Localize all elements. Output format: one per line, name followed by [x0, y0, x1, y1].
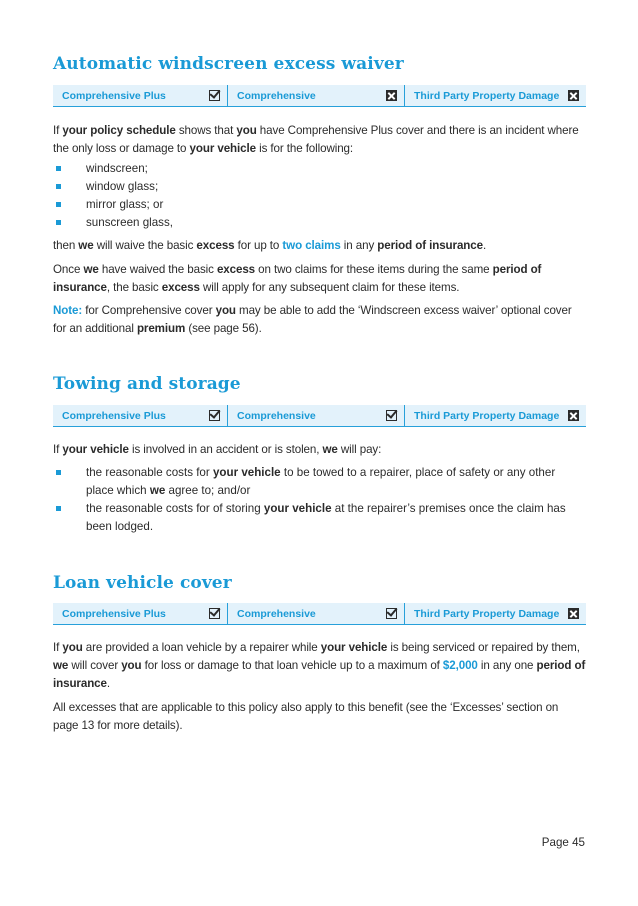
cover-cell-comprehensive-plus	[53, 85, 228, 106]
checkbox-crossed-icon	[568, 410, 579, 421]
note-paragraph: Note: for Comprehensive cover you may be able to add the ‘Windscreen excess waiver’ optional cover for an additional premium (see page 56).	[53, 304, 572, 335]
checkbox-ticked-icon	[209, 410, 220, 421]
cover-cell-third-party	[405, 603, 586, 624]
list-item: the reasonable costs for of storing your vehicle at the repairer’s premises once the claim has been lodged.	[53, 500, 586, 536]
cover-bar-loan	[53, 603, 586, 625]
cover-label: Third Party Property Damage	[414, 89, 560, 102]
paragraph: If you are provided a loan vehicle by a repairer while your vehicle is being serviced or repaired by them, we will cover you for loss or damage to that loan vehicle up to a maximum of $2,000 in any one period of insurance.	[53, 641, 586, 690]
checkbox-ticked-icon	[209, 608, 220, 619]
checkbox-crossed-icon	[568, 608, 579, 619]
section-title-loan: Loan vehicle cover	[53, 573, 232, 593]
section-title-towing: Towing and storage	[53, 374, 241, 394]
cover-label: Third Party Property Damage	[414, 409, 560, 422]
list-item: window glass;	[53, 178, 586, 196]
bullet-list	[53, 160, 586, 232]
paragraph: If your vehicle is involved in an accident or is stolen, we will pay:	[53, 443, 382, 456]
checkbox-ticked-icon	[386, 410, 397, 421]
cover-bar-windscreen	[53, 85, 586, 107]
cover-label: Comprehensive Plus	[62, 409, 166, 422]
paragraph: then we will waive the basic excess for up to two claims in any period of insurance.	[53, 239, 487, 252]
cover-cell-comprehensive-plus	[53, 603, 228, 624]
cover-cell-third-party	[405, 85, 586, 106]
cover-label: Comprehensive Plus	[62, 607, 166, 620]
list-item: windscreen;	[53, 160, 586, 178]
checkbox-crossed-icon	[568, 90, 579, 101]
list-item: sunscreen glass,	[53, 214, 586, 232]
cover-cell-comprehensive	[228, 85, 405, 106]
paragraph: If your policy schedule shows that you have Comprehensive Plus cover and there is an incident where the only loss or damage to your vehicle is for the following:	[53, 124, 579, 155]
cover-label: Comprehensive	[237, 409, 316, 422]
cover-label: Third Party Property Damage	[414, 607, 560, 620]
cover-label: Comprehensive Plus	[62, 89, 166, 102]
cover-cell-third-party	[405, 405, 586, 426]
cover-label: Comprehensive	[237, 89, 316, 102]
cover-cell-comprehensive	[228, 405, 405, 426]
section-title-windscreen: Automatic windscreen excess waiver	[53, 54, 404, 74]
list-item: mirror glass; or	[53, 196, 586, 214]
checkbox-ticked-icon	[209, 90, 220, 101]
page-number: Page 45	[541, 836, 585, 849]
cover-bar-towing	[53, 405, 586, 427]
cover-label: Comprehensive	[237, 607, 316, 620]
checkbox-ticked-icon	[386, 608, 397, 619]
cover-cell-comprehensive	[228, 603, 405, 624]
cover-cell-comprehensive-plus	[53, 405, 228, 426]
paragraph: All excesses that are applicable to this policy also apply to this benefit (see the ‘Excesses’ section on page 13 for more details).	[53, 701, 559, 732]
list-item: the reasonable costs for your vehicle to be towed to a repairer, place of safety or any other place which we agree to; and/or	[53, 464, 586, 500]
bullet-list	[53, 464, 586, 536]
checkbox-crossed-icon	[386, 90, 397, 101]
paragraph: Once we have waived the basic excess on two claims for these items during the same period of insurance, the basic excess will apply for any subsequent claim for these items.	[53, 263, 542, 294]
